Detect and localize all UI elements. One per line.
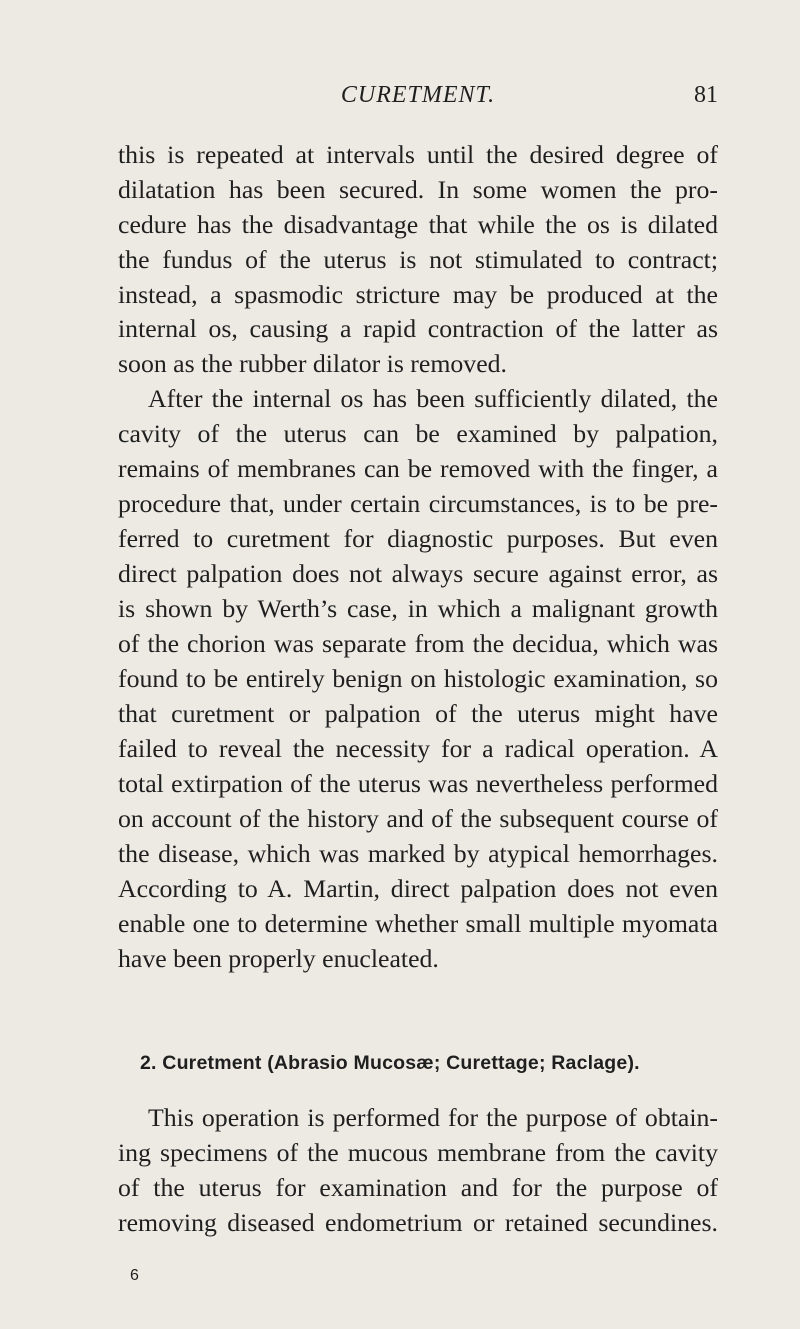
- text-line: the fundus of the uterus is not stimulated to contract;: [118, 245, 718, 274]
- text-line: of the chorion was separate from the decidua, which was: [118, 629, 718, 658]
- text-line: After the internal os has been sufficiently dilated, the: [148, 384, 718, 413]
- text-line: is shown by Werth’s case, in which a malignant growth: [118, 594, 718, 623]
- text-line: internal os, causing a rapid contraction of the latter as: [118, 314, 718, 343]
- text-line: total extirpation of the uterus was nevertheless performed: [118, 769, 718, 798]
- section-heading: 2. Curetment (Abrasio Mucosæ; Curettage; Raclage).: [140, 1052, 640, 1074]
- text-line: of the uterus for examination and for the purpose of: [118, 1173, 718, 1202]
- text-line: cavity of the uterus can be examined by palpation,: [118, 419, 718, 448]
- signature-mark: 6: [130, 1267, 139, 1284]
- text-line: have been properly enucleated.: [118, 944, 439, 973]
- text-line: this is repeated at intervals until the desired degree of: [118, 140, 718, 169]
- running-head: [118, 80, 718, 114]
- text-line: failed to reveal the necessity for a radical operation. A: [118, 734, 718, 763]
- text-line: instead, a spasmodic stricture may be produced at the: [118, 280, 718, 309]
- text-line: According to A. Martin, direct palpation does not even: [118, 874, 718, 903]
- text-line: enable one to determine whether small multiple myomata: [118, 909, 718, 938]
- text-line: soon as the rubber dilator is removed.: [118, 349, 508, 378]
- text-line: removing diseased endometrium or retained secundines.: [118, 1208, 718, 1237]
- text-line: the disease, which was marked by atypical hemorrhages.: [118, 839, 718, 868]
- text-line: ing specimens of the mucous membrane from the cavity: [118, 1138, 718, 1167]
- text-line: procedure that, under certain circumstances, is to be pre-: [118, 489, 718, 518]
- text-line: dilatation has been secured. In some women the pro-: [118, 175, 718, 204]
- text-line: cedure has the disadvantage that while the os is dilated: [118, 210, 718, 239]
- text-line: on account of the history and of the subsequent course of: [118, 804, 718, 833]
- text-line: found to be entirely benign on histologic examination, so: [118, 664, 718, 693]
- text-line: direct palpation does not always secure against error, as: [118, 559, 718, 588]
- text-line: that curetment or palpation of the uterus might have: [118, 699, 718, 728]
- page-number: 81: [694, 82, 718, 108]
- running-title: CURETMENT.: [340, 82, 496, 108]
- text-line: This operation is performed for the purpose of obtain-: [148, 1103, 718, 1132]
- text-line: ferred to curetment for diagnostic purposes. But even: [118, 524, 718, 553]
- text-line: remains of membranes can be removed with the finger, a: [118, 454, 718, 483]
